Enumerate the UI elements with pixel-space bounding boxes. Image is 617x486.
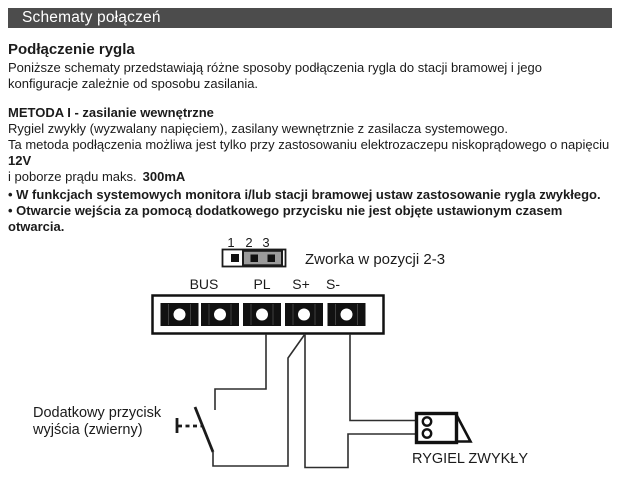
jumper-pin-1-number: 1 — [227, 235, 235, 250]
intro-line-1: Poniższe schematy przedstawiają różne sposoby podłączenia rygla do stacji bramowej i jego — [8, 60, 542, 75]
method-line-2-text: Ta metoda podłączenia możliwa jest tylko przy zastosowaniu elektrozaczepu niskoprądowego o napięciu — [8, 137, 610, 152]
note-item-2: • Otwarcie wejścia za pomocą dodatkowego przycisku nie jest objęte ustawionym czasem otwarcia. — [8, 203, 563, 234]
jumper-pin-numbers — [227, 235, 269, 250]
jumper-pin-2-number: 2 — [245, 235, 253, 250]
terminal-label-pl: PL — [253, 276, 271, 292]
wire-s-plus-to-lock — [305, 334, 416, 468]
method-title: METODA I - zasilanie wewnętrzne — [8, 105, 214, 120]
note-item-1: • W funkcjach systemowych monitora i/lub stacji bramowej ustaw zastosowanie rygla zwykłego. — [8, 187, 601, 202]
button-label-line-1: Dodatkowy przycisk — [33, 405, 162, 421]
page-title: Podłączenie rygla — [8, 41, 135, 58]
section-header-title: Schematy połączeń — [22, 9, 161, 26]
section-header-bar — [8, 8, 612, 28]
method-section — [8, 105, 617, 185]
terminal-label-bus: BUS — [189, 276, 219, 292]
push-button-icon — [177, 407, 213, 452]
button-blade — [195, 407, 213, 452]
intro-line-2: konfiguracje zależnie od sposobu zasilania. — [8, 76, 259, 91]
wiring-diagram — [0, 230, 617, 486]
notes-list — [8, 187, 617, 235]
terminal-label-s-plus: S+ — [292, 276, 310, 292]
jumper-pin-3-number: 3 — [262, 235, 270, 250]
lock-body — [417, 414, 457, 443]
method-line-3-text: i poborze prądu maks. — [8, 169, 137, 184]
method-line-1: Rygiel zwykły (wyzwalany napięciem), zasilany wewnętrznie z zasilacza systemowego. — [8, 121, 508, 136]
jumper-position-label: Zworka w pozycji 2-3 — [305, 251, 446, 268]
wire-s-minus-to-lock — [350, 334, 416, 421]
lock-icon — [417, 414, 471, 443]
terminal-labels — [190, 276, 341, 292]
method-line-3 — [8, 169, 617, 185]
method-current-value: 300mA — [142, 169, 186, 184]
terminal-block-icon — [153, 296, 384, 334]
wire-pl-to-button — [215, 334, 266, 410]
method-line-2 — [8, 137, 617, 169]
lock-label: RYGIEL ZWYKŁY — [412, 451, 529, 467]
method-voltage-value: 12V — [8, 153, 32, 168]
wire-button-to-s-plus — [213, 334, 305, 466]
lock-bolt-triangle — [457, 415, 471, 442]
button-label-line-2: wyjścia (zwierny) — [33, 422, 143, 438]
wires — [213, 334, 416, 468]
terminal-label-s-minus: S- — [326, 276, 340, 292]
jumper-block-icon — [223, 250, 286, 267]
intro-paragraph — [8, 60, 542, 92]
